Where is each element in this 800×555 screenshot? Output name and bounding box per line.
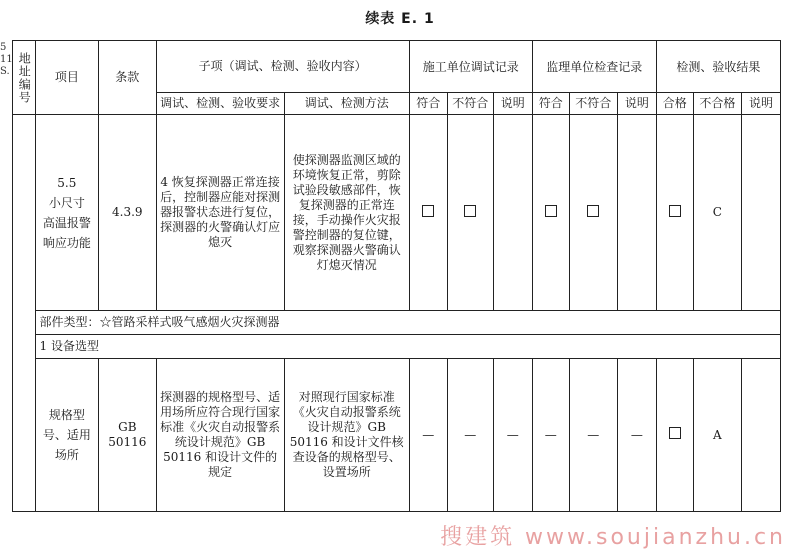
edge-marks: 5 11 S.	[0, 42, 13, 77]
record-table	[12, 40, 781, 512]
checkbox-icon[interactable]	[422, 205, 434, 217]
part-type: 部件类型：☆管路采样式吸气感烟火灾探测器	[35, 311, 780, 335]
col-sub-item: 子项（调试、检测、验收内容）	[156, 41, 409, 93]
construction-remark: 说明	[493, 93, 532, 115]
row2-method: 对照现行国家标准《火灾自动报警系统设计规范》GB 50116 和设计文件核查设备的规格型号、设置场所	[284, 359, 409, 512]
address-no-label: 地址编号	[17, 51, 32, 104]
row2-construction-remark: —	[493, 359, 532, 512]
row2-supervision-remark: —	[617, 359, 656, 512]
row1-supervision-nonconform[interactable]	[569, 115, 617, 311]
section-title: 1 设备选型	[35, 335, 780, 359]
header-row-1	[13, 41, 781, 93]
checkbox-icon[interactable]	[587, 205, 599, 217]
col-sub-method: 调试、检测方法	[284, 93, 409, 115]
col-clause: 条款	[99, 41, 156, 115]
result-unqualified: 不合格	[693, 93, 741, 115]
col-construction-unit: 施工单位调试记录	[409, 41, 532, 93]
supervision-remark: 说明	[617, 93, 656, 115]
row1-construction-conform[interactable]	[409, 115, 447, 311]
result-remark: 说明	[741, 93, 780, 115]
table-row	[13, 359, 781, 512]
row1-construction-remark	[493, 115, 532, 311]
row2-construction-conform: —	[409, 359, 447, 512]
row1-clause: 4.3.9	[99, 115, 156, 311]
checkbox-icon[interactable]	[669, 427, 681, 439]
table-row	[13, 115, 781, 311]
construction-conform: 符合	[409, 93, 447, 115]
construction-nonconform: 不符合	[447, 93, 493, 115]
result-qualified: 合格	[656, 93, 693, 115]
supervision-conform: 符合	[532, 93, 569, 115]
row1-qualified[interactable]	[656, 115, 693, 311]
row2-clause: GB 50116	[99, 359, 156, 512]
col-supervision-unit: 监理单位检查记录	[532, 41, 656, 93]
page-title: 续表 E. 1	[365, 11, 435, 27]
row2-supervision-conform: —	[532, 359, 569, 512]
checkbox-icon[interactable]	[545, 205, 557, 217]
row2-qualified[interactable]	[656, 359, 693, 512]
row1-supervision-remark	[617, 115, 656, 311]
row1-supervision-conform[interactable]	[532, 115, 569, 311]
row1-method: 使探测器监测区域的环境恢复正常，剪除试验段敏感部件，恢复探测器的正常连接，手动操作火灾报警控制器的复位键，观察探测器火警确认灯熄灭情况	[284, 115, 409, 311]
row2-construction-nonconform: —	[447, 359, 493, 512]
col-inspection-result: 检测、验收结果	[656, 41, 780, 93]
row1-requirement: 4 恢复探测器正常连接后，控制器应能对探测器报警状态进行复位，探测器的火警确认灯应熄灭	[156, 115, 284, 311]
row2-remark	[741, 359, 780, 512]
row1-unqualified: C	[693, 115, 741, 311]
section-row	[13, 335, 781, 359]
supervision-nonconform: 不符合	[569, 93, 617, 115]
row2-requirement: 探测器的规格型号、适用场所应符合现行国家标准《火灾自动报警系统设计规范》GB 50116 和设计文件的规定	[156, 359, 284, 512]
col-address-no	[13, 41, 36, 115]
part-type-row	[13, 311, 781, 335]
row2-item: 规格型号、适用场所	[35, 359, 99, 512]
checkbox-icon[interactable]	[669, 205, 681, 217]
row2-unqualified: A	[693, 359, 741, 512]
row1-remark	[741, 115, 780, 311]
address-no-cell	[13, 115, 36, 512]
col-item: 项目	[35, 41, 99, 115]
col-sub-requirements: 调试、检测、验收要求	[156, 93, 284, 115]
row2-supervision-nonconform: —	[569, 359, 617, 512]
checkbox-icon[interactable]	[464, 205, 476, 217]
row1-item: 5.5 小尺寸 高温报警 响应功能	[35, 115, 99, 311]
watermark: 搜建筑 www.soujianzhu.cn	[440, 525, 786, 550]
row1-construction-nonconform[interactable]	[447, 115, 493, 311]
